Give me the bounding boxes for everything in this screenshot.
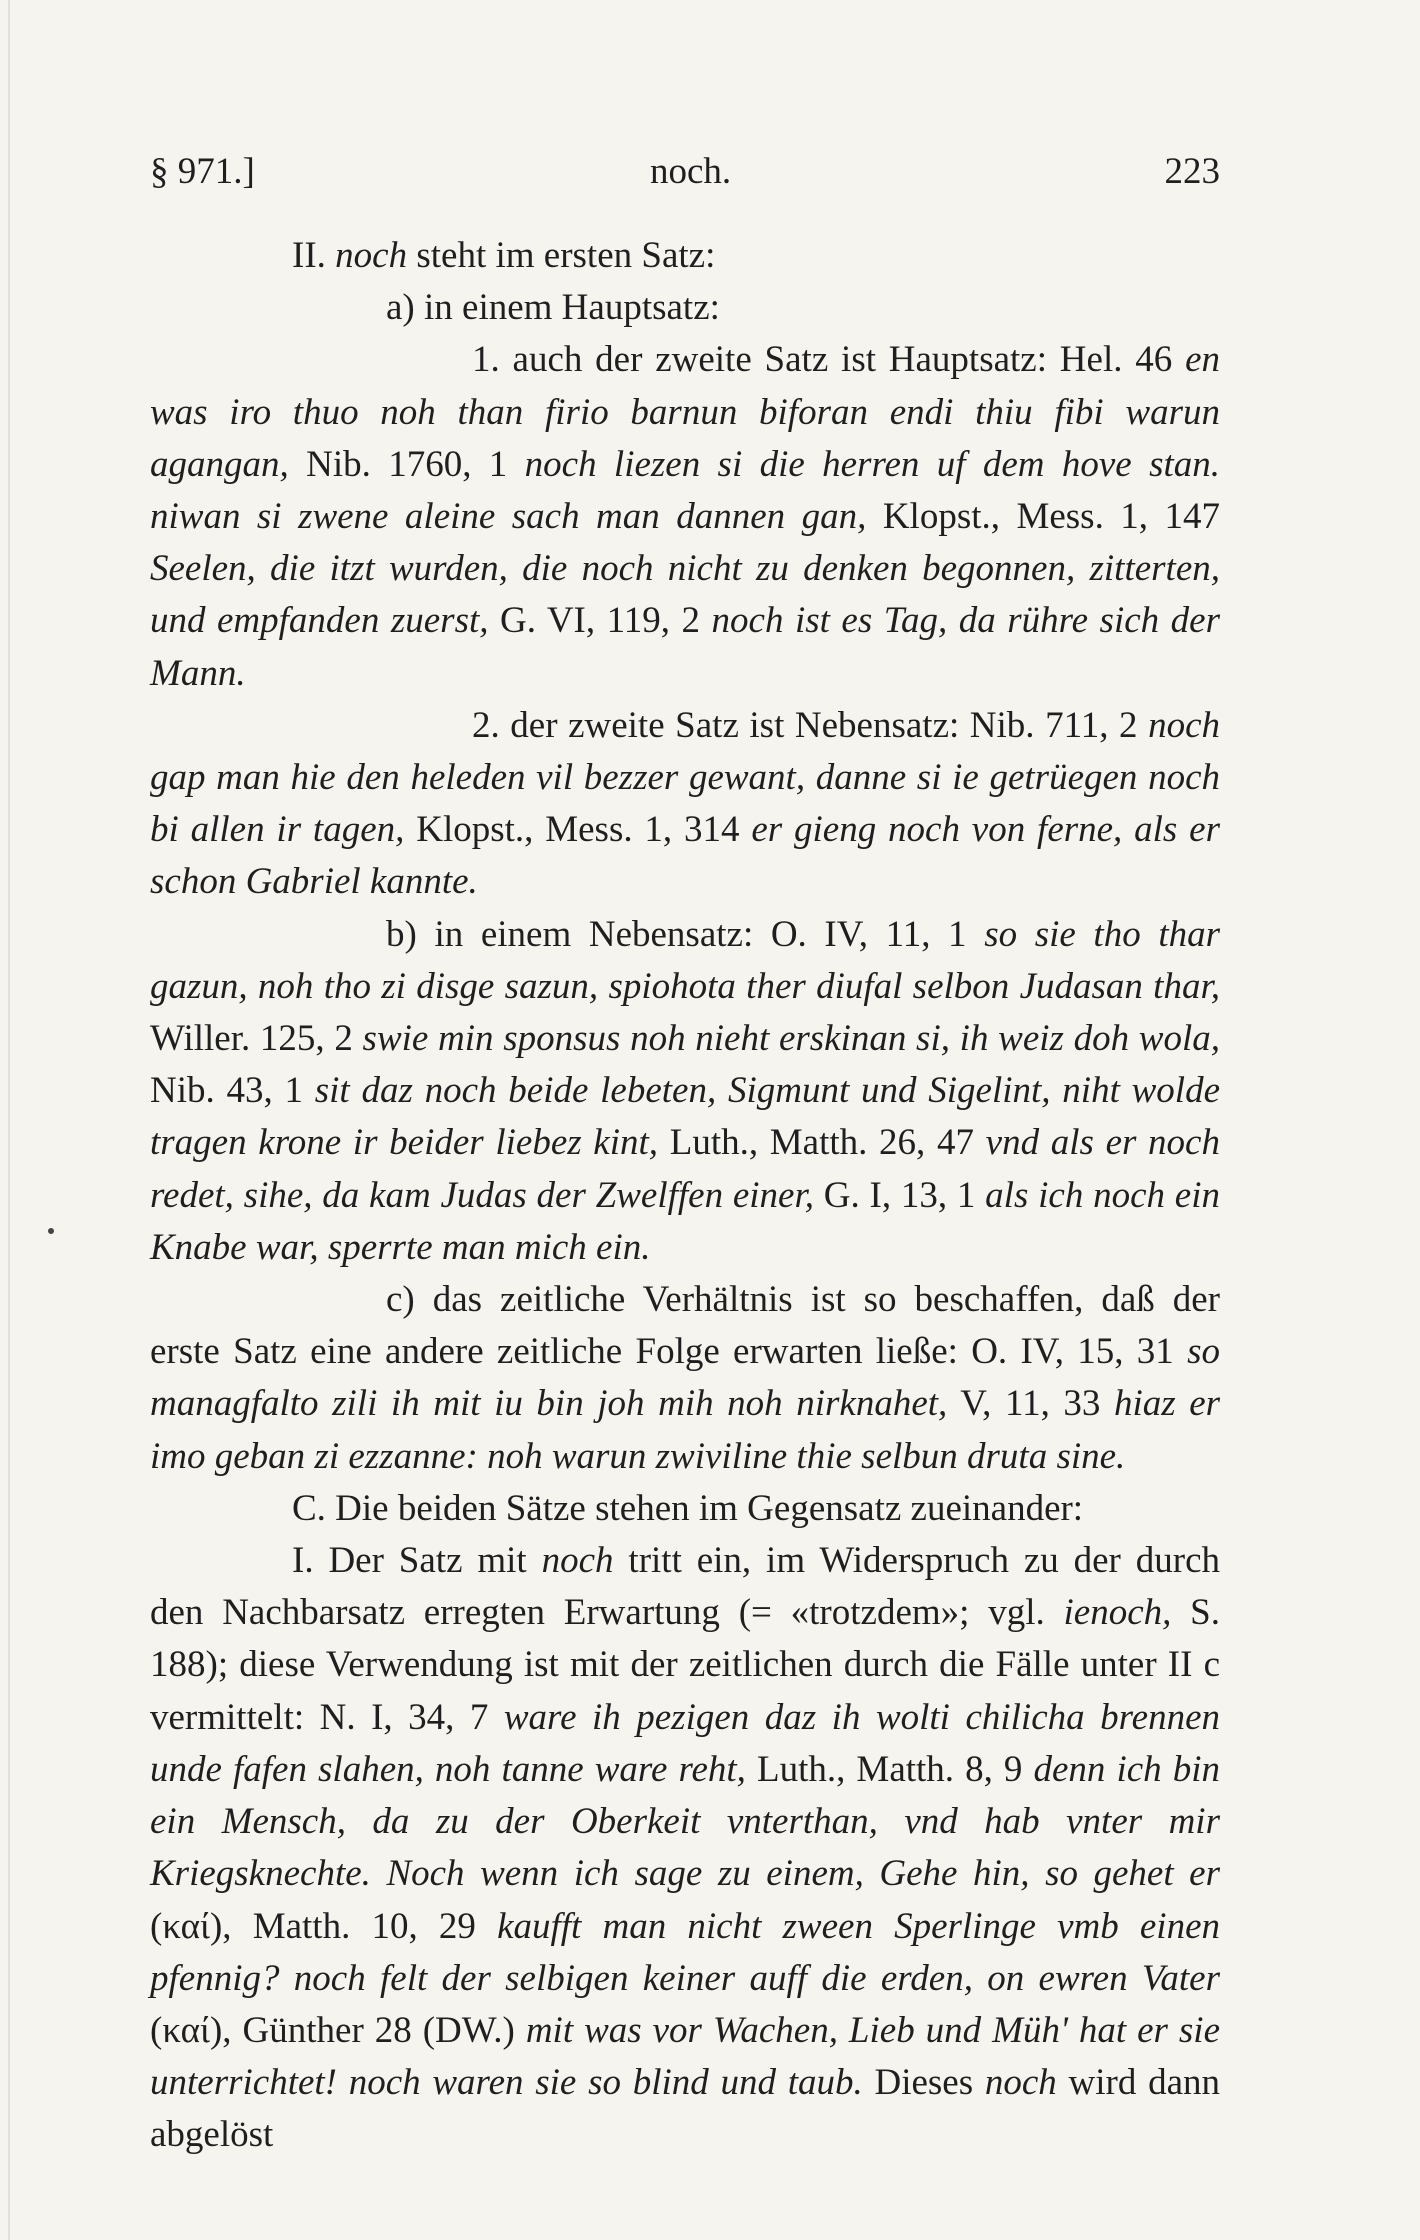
italic-quotation: noch ist es Tag, da rühre sich der Mann. [150,600,1220,694]
text-run: b) in einem Nebensatz: O. IV, 11, 1 [386,913,985,955]
page-number: 223 [1164,151,1220,192]
italic-quotation: als ich noch ein Knabe war, sperrte man mich ein. [150,1174,1220,1268]
text-run: Nib. 43, 1 [150,1070,315,1112]
text-run: II. [292,235,336,276]
text-run: a) in einem Hauptsatz: [386,287,720,329]
italic-quotation: noch gap man hie den heleden vil bezzer gewant, danne si ie getrüegen noch bi allen ir tagen, [150,704,1220,851]
text-run: C. Die beiden Sätze stehen im Gegensatz zueinander: [292,1487,1084,1529]
margin-dot [48,1228,54,1234]
italic-quotation: noch [984,2062,1057,2104]
italic-quotation: so sie tho thar gazun, noh tho zi disge sazun, spiohota ther diufal selbon Judasan thar, [150,913,1220,1007]
text-run: Luth., Matth. 26, 47 [658,1122,986,1164]
paragraph [150,334,1220,699]
italic-quotation: kaufft man nicht zween Sperlinge vmb einen pfennig? noch felt der selbigen keiner auff die erden, on ewren Vater [150,1905,1220,1999]
text-run: Nib. 1760, 1 [288,443,525,485]
italic-quotation: sit daz noch beide lebeten, Sigmunt und Sigelint, niht wolde tragen krone ir beider liebez kint, [150,1070,1220,1164]
text-run: 1. auch der zweite Satz ist Hauptsatz: Hel. 46 [472,339,1186,381]
text-run: V, 11, 33 [947,1383,1114,1425]
text-run: Luth., Matth. 8, 9 [745,1748,1034,1790]
text-run: S. 188); diese Verwendung ist mit der zeitlichen durch die Fälle unter II c vermittelt: N. I, 34, 7 [150,1592,1220,1738]
italic-quotation: er gieng noch von ferne, als er schon Gabriel kannte. [150,809,1220,903]
italic-quotation: vnd als er noch redet, sihe, da kam Judas der Zwelffen einer, [150,1122,1220,1216]
text-run: 2. der zweite Satz ist Nebensatz: Nib. 711, 2 [472,704,1149,746]
text-run: I. Der Satz mit [292,1540,542,1582]
section-reference: § 971.] [150,151,255,192]
italic-quotation: mit was vor Wachen, Lieb und Müh' hat er sie unterrichtet! noch waren sie so blind und taub. [150,2009,1220,2104]
text-run: tritt ein, im Widerspruch zu der durch den Nachbarsatz erregten Erwartung (= «trotzdem»; vgl. [150,1540,1220,1634]
italic-quotation: so managfalto zili ih mit iu bin joh mih noh nirknahet, [150,1331,1220,1425]
italic-quotation: en was iro thuo noh than firio barnun biforan endi thiu fibi warun agangan, [150,339,1220,485]
paragraph [150,1483,1220,1535]
text-run: (καί), Matth. 10, 29 [150,1905,498,1947]
text-run: G. VI, 119, 2 [488,600,712,642]
text-run: c) das zeitliche Verhältnis ist so beschaffen, daß der erste Satz eine andere zeitliche Folge erwarten ließe: O. IV, 15, 31 [150,1279,1220,1373]
text-run: Klopst., Mess. 1, 314 [404,809,752,851]
text-run: Klopst., Mess. 1, 147 [866,496,1220,538]
running-title: noch. [650,151,732,192]
paragraph [150,230,1220,282]
italic-quotation: noch liezen si die herren uf dem hove stan. niwan si zwene aleine sach man dannen gan, [150,443,1220,538]
running-header [150,150,1220,200]
text-run: Dieses [862,2062,985,2104]
paragraph [150,282,1220,334]
italic-quotation: Seelen, die itzt wurden, die noch nicht zu denken begonnen, zitterten, und empfanden zuerst, [150,548,1220,642]
paragraph [150,1535,1220,2161]
italic-quotation: noch [335,235,408,276]
italic-quotation: denn ich bin ein Mensch, da zu der Oberkeit vnterthan, vnd hab vnter mir Kriegsknechte. Noch wenn ich sage zu einem, Gehe hin, so gehet er [150,1748,1221,1895]
italic-quotation: hiaz er imo geban zi ezzanne: noh warun zwiviline thie selbun druta sine. [150,1383,1221,1477]
text-run: steht im ersten Satz: [407,235,716,276]
text-run: (καί), Günther 28 (DW.) [150,2009,526,2051]
paragraph [150,909,1220,1274]
paragraph [150,700,1220,909]
italic-quotation: ware ih pezigen daz ih wolti chilicha brennen unde fafen slahen, noh tanne ware reht, [150,1696,1220,1790]
page-body [150,230,1220,2162]
paragraph [150,1274,1220,1483]
italic-quotation: noch [541,1540,614,1582]
page-edge-shadow [8,0,10,2240]
text-run: wird dann abgelöst [150,2062,1220,2156]
text-run: Willer. 125, 2 [150,1018,363,1060]
text-run: G. I, 13, 1 [814,1174,986,1216]
italic-quotation: ienoch, [1063,1592,1172,1634]
italic-quotation: swie min sponsus noh nieht erskinan si, ih weiz doh wola, [362,1018,1220,1060]
